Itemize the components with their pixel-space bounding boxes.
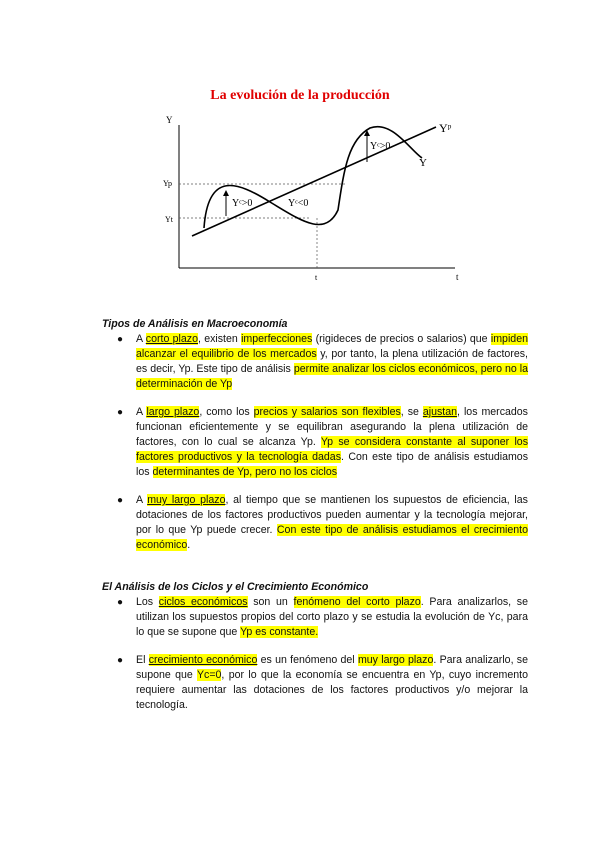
- list-item: ● A muy largo plazo, al tiempo que se mantienen los supuestos de eficiencia, las dotaciones de los factores productivos pueden aumentar y la tecnología mejorar, por lo que Yp puede crecer. Con este tipo de análisis estudiamos el crecimiento económico.: [117, 494, 528, 551]
- gap-arrow-1-head: [223, 190, 229, 196]
- list-item: ● A corto plazo, existen imperfecciones (rigideces de precios o salarios) que impiden alcanzar el equilibrio de los mercados y, por tanto, la plena utilización de factores, es decir, Yp. Este tipo de análisis permite analizar los ciclos económicos, pero no la determinación de Yp: [117, 333, 528, 390]
- list-item: ● El crecimiento económico es un fenómeno del muy largo plazo. Para analizarlo, se supone que Yc=0, por lo que la economía se encuentra en Yp, cuyo incremento requiere aumentar las dotaciones de los factores productivos y/o mejorar la tecnología.: [117, 654, 528, 711]
- potential-output-line: [192, 127, 436, 236]
- t-tick-label: t: [315, 273, 318, 282]
- list-item: ● Los ciclos económicos son un fenómeno del corto plazo. Para analizarlos, se utilizan los supuestos propios del corto plazo y se estudia la evolución de Yc, para lo que se supone que Yp es constante.: [117, 596, 528, 638]
- list-item: ● A largo plazo, como los precios y salarios son flexibles, se ajustan, los mercados funcionan eficientemente y se equilibran asegurando la plena utilización de factores, con lo cual se alcanza Yp. Yp se considera constante al suponer los factores productivos y la tecnología dadas. Con este tipo de análisis estudiamos los determinantes de Yp, pero no los ciclos: [117, 406, 528, 478]
- bullet: ●: [117, 407, 124, 418]
- section-heading-ciclos: El Análisis de los Ciclos y el Crecimiento Económico: [102, 581, 369, 593]
- bullet: ●: [117, 655, 124, 666]
- yt-axis-label: Yt: [165, 215, 173, 224]
- y-axis-label: Y: [166, 115, 173, 125]
- bullet: ●: [117, 495, 124, 506]
- section-heading-tipos: Tipos de Análisis en Macroeconomía: [102, 318, 288, 330]
- x-axis-label: t: [456, 272, 459, 282]
- potential-output-label: Yᵖ: [439, 121, 452, 135]
- page-title: La evolución de la producción: [210, 88, 390, 103]
- gap-label-negative: Yᶜ<0: [288, 198, 309, 209]
- bullet: ●: [117, 334, 124, 345]
- gap-label-positive-1: Yᶜ>0: [232, 198, 253, 209]
- production-evolution-figure: [160, 110, 470, 290]
- yp-axis-label: Yp: [163, 179, 173, 188]
- bullet: ●: [117, 597, 124, 608]
- actual-output-label: Y: [419, 157, 427, 169]
- gap-label-positive-2: Yᶜ>0: [370, 141, 391, 152]
